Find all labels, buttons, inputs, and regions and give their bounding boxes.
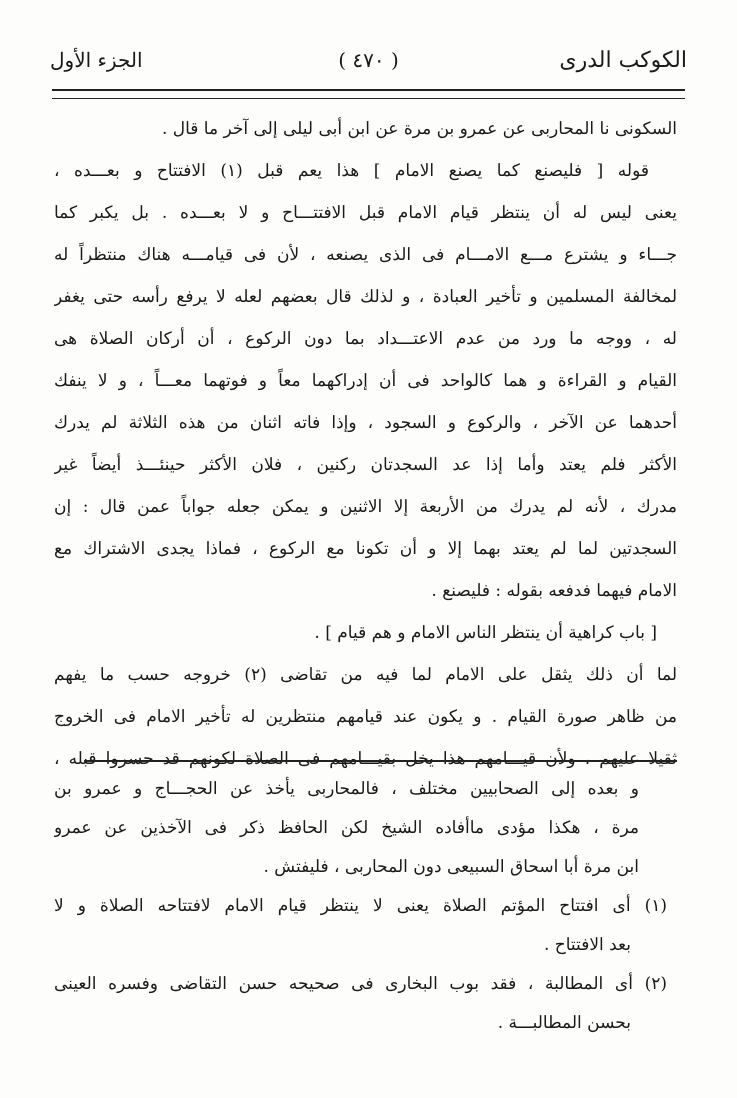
text-line: الأكثر فلم يعتد وأما إذا عد السجدتان ركنين ، فلان الأكثر حينئـــذ أيضاً غير	[54, 455, 677, 475]
footnote-line: ابن مرة أبا اسحاق السبيعى دون المحاربى ، فليفتش .	[263, 857, 639, 877]
text-line: الامام فيهما فدفعه بقوله : فليصنع .	[431, 581, 677, 601]
book-title: الكوكب الدرى	[559, 48, 687, 73]
text-line: قوله [ فليصنع كما يصنع الامام ] هذا يعم قبل (١) الافتتاح و بعـــده ،	[54, 161, 650, 181]
text-line: لمخالفة المسلمين و تأخير العبادة ، و لذلك قال بعضهم لعله لا يرفع رأسه حتى يغفر	[54, 287, 677, 307]
part-label: الجزء الأول	[50, 48, 143, 72]
header-rule-thin	[52, 98, 685, 99]
main-text	[54, 108, 677, 780]
text-line: جـــاء و يشترع مـــع الامـــام فى الذى يصنعه ، لأن فى قيامـــه هناك منتظراً له	[54, 245, 677, 265]
footnote-separator	[84, 760, 677, 762]
text-line: السجدتين لما لم يعتد بهما إلا و أن تكونا مع الركوع ، فماذا يجدى الاشتراك مع	[54, 539, 677, 559]
header-rule-thick	[52, 89, 685, 91]
footnotes	[54, 770, 667, 1043]
text-line: لما أن ذلك يثقل على الامام لما فيه من تقاضى (٢) خروجه حسب ما يفهم	[54, 665, 677, 685]
page-header	[50, 48, 687, 88]
footnote-line: و بعده إلى الصحابيين مختلف ، فالمحاربى يأخذ عن الحجـــاج و عمرو بن	[54, 779, 639, 799]
text-line: يعنى ليس له أن ينتظر قيام الامام قبل الافتتـــاح و لا بعـــده . بل يكبر كما	[54, 203, 677, 223]
text-line: له ، ووجه ما ورد من عدم الاعتـــداد بما دون الركوع ، أن أركان الصلاة هى	[54, 329, 677, 349]
footnote-line: مرة ، هكذا مؤدى ماأفاده الشيخ لكن الحافظ ذكر فى الآخذين عن عمرو	[54, 818, 639, 838]
page-number: ( ٤٧٠ )	[338, 48, 399, 72]
footnote-line: بعد الافتتاح .	[543, 935, 631, 955]
text-line: السكونى نا المحاربى عن عمرو بن مرة عن ابن أبى ليلى إلى آخر ما قال .	[161, 119, 677, 139]
footnote-2: (٢) أى المطالبة ، فقد بوب البخارى فى صحيحه حسن التقاضى وفسره العينى	[54, 974, 667, 994]
text-line: من ظاهر صورة القيام . و يكون عند قيامهم منتظرين له تأخير الامام فى الخروج	[54, 707, 677, 727]
text-line: القيام و القراءة و هما كالواحد فى أن إدراكهما معاً و فوتهما معـــاً ، و لا ينفك	[54, 371, 677, 391]
chapter-heading: [ باب كراهية أن ينتظر الناس الامام و هم قيام ] .	[314, 623, 657, 643]
footnote-1: (١) أى افتتاح المؤتم الصلاة يعنى لا ينتظر قيام الامام لافتتاحه الصلاة و لا	[54, 896, 667, 916]
text-line: مدرك ، لأنه لم يدرك من الأربعة إلا الاثنين و يمكن جعله جواباً عمن قال : إن	[54, 497, 677, 517]
footnote-line: بحسن المطالبـــة .	[497, 1013, 631, 1033]
text-line: ثقيلا عليهم ، ولأن قيـــامهم هذا يخل بقيـــامهم فى الصلاة لكونهم قد حسروا قبله ،	[54, 749, 677, 769]
text-line: أحدهما عن الآخر ، والركوع و السجود ، وإذا فاته اثنان من هذه الثلاثة لم يدرك	[54, 413, 677, 433]
